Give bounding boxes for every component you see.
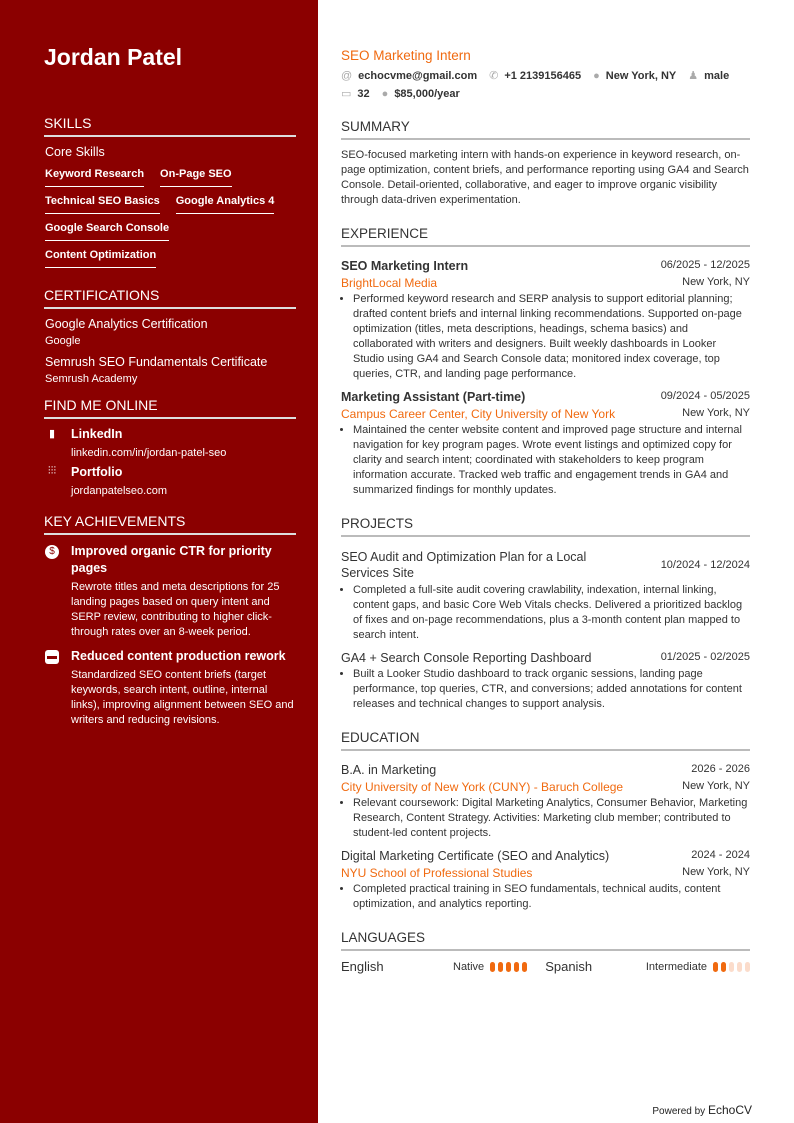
company: Campus Career Center, City University of New York [341, 407, 616, 421]
education-dates: 2026 - 2026 [691, 763, 750, 775]
education-description: • Relevant coursework: Digital Marketing Analytics, Consumer Behavior, Marketing Research, Content Strategy. Activities: Marketing club member; contributed to student-led content projects. [353, 796, 750, 841]
language-rating [490, 962, 527, 972]
achievement-desc: Standardized SEO content briefs (target keywords, search intent, outline, internal links), improving alignment between SEO and writers and reducing revisions. [71, 669, 294, 726]
chat-icon: ▬ [47, 651, 57, 662]
cert-name: Google Analytics Certification [45, 317, 208, 331]
target-role: SEO Marketing Intern [341, 48, 471, 63]
powered-by: Powered by [652, 1106, 706, 1117]
link-linkedin[interactable] [45, 427, 296, 459]
achievement-title: Improved organic CTR for priority pages [71, 544, 272, 575]
achievement-item [45, 543, 296, 640]
phone-icon: ✆ [489, 70, 499, 82]
projects-heading: PROJECTS [341, 516, 750, 537]
job-description: • Maintained the center website content and improved page structure and internal navigation for key program pages. Wrote event listings and optimized copy for clarity and search intent; coordinated with stakeholders to keep program information accurate. Tracked web traffic and engagement trends in GA4 and summarized findings for monthly updates. [353, 423, 750, 498]
gender: male [704, 70, 730, 82]
language-level: Native [453, 960, 485, 973]
sliders-icon: ⫶⫶⫶ [47, 465, 57, 477]
dollar-icon: $ [45, 545, 59, 559]
project-description: • Built a Looker Studio dashboard to track organic sessions, landing page performance, top queries, CTR, and conversions; added annotations for content releases and technical changes to support analysis. [353, 667, 750, 712]
job-location: New York, NY [682, 276, 750, 288]
summary-text: SEO-focused marketing intern with hands-on experience in keyword research, on-page optimization, content briefs, and performance reporting using GA4 and Search Console. Detail-oriented, collaborative, and eager to improve organic visibility through data-driven experimentation. [341, 149, 749, 206]
project-dates: 10/2024 - 12/2024 [660, 559, 750, 571]
school-location: New York, NY [682, 866, 750, 878]
rating-dot-filled [721, 962, 726, 972]
education-item [341, 845, 750, 912]
skill-tag: Google Analytics 4 [176, 190, 275, 214]
project-title: SEO Audit and Optimization Plan for a Local Services Site [341, 550, 587, 580]
experience-item [341, 386, 750, 498]
salary-icon: ● [381, 88, 389, 100]
achievement-desc: Rewrote titles and meta descriptions for 25 landing pages based on query intent and SERP review, contributing to higher click-through rates over an 8-week period. [71, 581, 280, 638]
degree: Digital Marketing Certificate (SEO and Analytics) [341, 849, 610, 863]
at-icon: @ [341, 70, 353, 82]
core-skills-label: Core Skills [45, 145, 105, 159]
job-title: SEO Marketing Intern [341, 259, 469, 273]
degree: B.A. in Marketing [341, 763, 437, 777]
education-item [341, 759, 750, 841]
certifications-heading: CERTIFICATIONS [44, 287, 296, 309]
project-item [341, 647, 750, 712]
skill-tag: Content Optimization [45, 244, 156, 268]
email[interactable]: echocvme@gmail.com [358, 70, 478, 82]
phone: +1 2139156465 [504, 70, 582, 82]
rating-dot-empty [737, 962, 742, 972]
skill-tag: Google Search Console [45, 217, 169, 241]
school: NYU School of Professional Studies [341, 866, 533, 880]
education-dates: 2024 - 2024 [691, 849, 750, 861]
languages-list [341, 959, 750, 974]
job-dates: 09/2024 - 05/2025 [660, 390, 750, 402]
rating-dot-filled [506, 962, 511, 972]
link-label: Portfolio [71, 465, 123, 479]
skill-tag: On-Page SEO [160, 163, 232, 187]
school: City University of New York (CUNY) - Baruch College [341, 780, 624, 794]
main-content [341, 48, 750, 974]
project-item [341, 545, 750, 643]
calendar-icon: ▭ [341, 88, 352, 100]
cert-issuer: Google [45, 335, 81, 347]
salary: $85,000/year [394, 88, 460, 100]
job-description: • Performed keyword research and SERP analysis to support editorial planning; drafted content briefs and internal linking recommendations. Supported on-page optimization (titles, meta descriptions, headings, schema basics) and collaborated with writers and designers. Built weekly dashboards in Looker Studio using GA4 and Search Console data; monitored index coverage, top queries, CTR, and landing page performance. [353, 292, 750, 382]
person-icon: ♟ [688, 70, 699, 82]
candidate-name: Jordan Patel [44, 44, 183, 70]
link-portfolio[interactable] [45, 465, 296, 497]
footer [652, 1103, 752, 1117]
language-rating [713, 962, 750, 972]
skills-heading: SKILLS [44, 115, 296, 137]
contact-info [341, 69, 741, 101]
job-dates: 06/2025 - 12/2025 [660, 259, 750, 271]
skill-tag: Keyword Research [45, 163, 144, 187]
school-location: New York, NY [682, 780, 750, 792]
key-achievements-heading: KEY ACHIEVEMENTS [44, 513, 296, 535]
link-url[interactable]: linkedin.com/in/jordan-patel-seo [71, 447, 227, 459]
cert-issuer: Semrush Academy [45, 373, 138, 385]
achievement-item [45, 648, 296, 728]
education-heading: EDUCATION [341, 730, 750, 751]
rating-dot-filled [522, 962, 527, 972]
sidebar [0, 0, 318, 1123]
job-location: New York, NY [682, 407, 750, 419]
project-dates: 01/2025 - 02/2025 [660, 651, 750, 663]
language-name: Spanish [545, 959, 593, 974]
experience-item [341, 255, 750, 382]
language-level: Intermediate [645, 960, 707, 973]
summary-heading: SUMMARY [341, 119, 750, 140]
find-me-online-heading: FIND ME ONLINE [44, 397, 296, 419]
job-title: Marketing Assistant (Part-time) [341, 390, 526, 404]
rating-dot-filled [498, 962, 503, 972]
skill-tag: Technical SEO Basics [45, 190, 160, 214]
location: New York, NY [605, 70, 677, 82]
company: BrightLocal Media [341, 276, 438, 290]
cert-name: Semrush SEO Fundamentals Certificate [45, 355, 268, 369]
project-description: • Completed a full-site audit covering crawlability, indexation, internal linking, content gaps, and basic Core Web Vitals checks. Delivered a prioritized backlog of fixes and on-page recommendations, plus a 3-month content plan mapped to search intent. [353, 583, 750, 643]
languages-heading: LANGUAGES [341, 930, 750, 951]
location-pin-icon: ● [593, 70, 600, 82]
rating-dot-empty [729, 962, 734, 972]
rating-dot-filled [514, 962, 519, 972]
age: 32 [357, 88, 370, 100]
rating-dot-empty [745, 962, 750, 972]
rating-dot-filled [490, 962, 495, 972]
education-description: • Completed practical training in SEO fundamentals, technical audits, content optimization, and analytics reporting. [353, 882, 750, 912]
skills-list [45, 163, 296, 271]
link-url[interactable]: jordanpatelseo.com [71, 485, 168, 497]
link-label: LinkedIn [71, 427, 123, 441]
project-title: GA4 + Search Console Reporting Dashboard [341, 651, 592, 665]
document-icon: ▮ [48, 428, 56, 440]
language-name: English [341, 959, 384, 974]
achievement-title: Reduced content production rework [71, 649, 286, 663]
rating-dot-filled [713, 962, 718, 972]
experience-heading: EXPERIENCE [341, 226, 750, 247]
brand-logo[interactable]: EchoCV [707, 1103, 752, 1117]
